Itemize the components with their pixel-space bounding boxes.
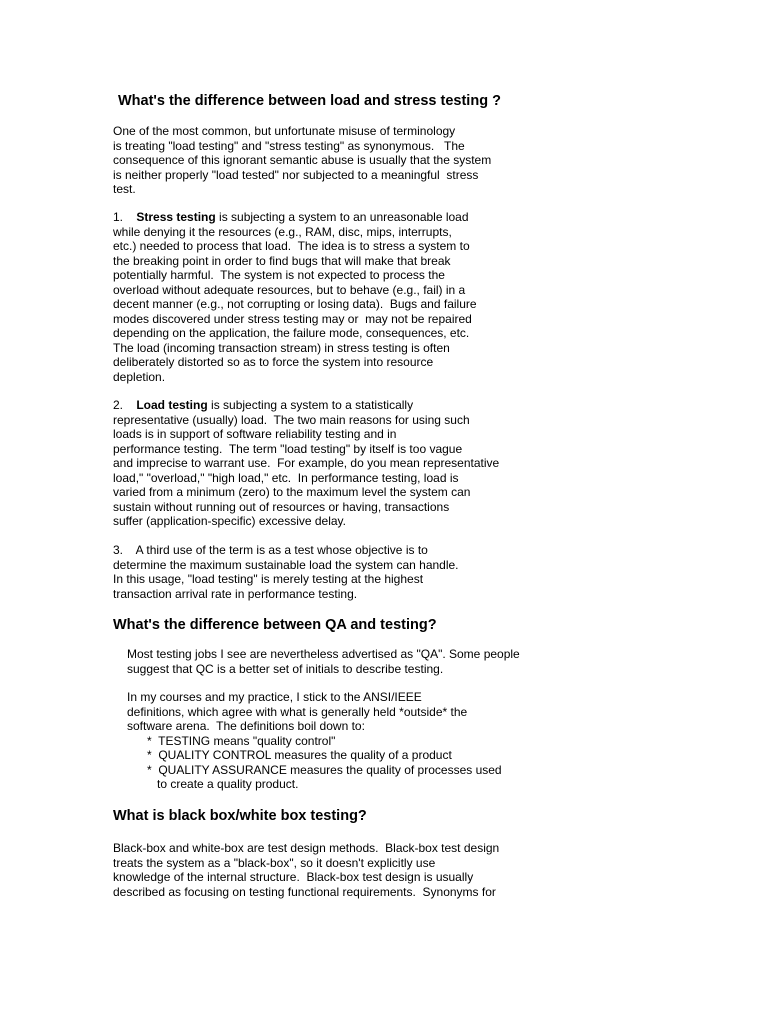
text-span: is subjecting a system to an unreasonable load	[215, 210, 469, 224]
term-load-testing: Load testing	[136, 398, 208, 412]
list-item: to create a quality product.	[127, 777, 299, 791]
paragraph-black-box-design	[113, 841, 499, 899]
text-line: load," "overload," "high load," etc. In performance testing, load is	[113, 470, 459, 485]
heading-black-white-box: What is black box/white box testing?	[113, 808, 367, 824]
term-stress-testing: Stress testing	[136, 210, 216, 224]
text-line: treats the system as a "black-box", so it doesn't explicitly use	[113, 855, 436, 870]
text-line	[113, 210, 477, 225]
text-line: performance testing. The term "load testing" by itself is too vague	[113, 441, 463, 456]
text-line: knowledge of the internal structure. Black-box test design is usually	[113, 870, 474, 884]
list-number: 1.	[113, 210, 137, 224]
text-line: is treating "load testing" and "stress testing" as synonymous. The	[113, 138, 465, 153]
text-line: suffer (application-specific) excessive delay.	[113, 514, 346, 528]
text-line: software arena. The definitions boil down to:	[127, 719, 365, 733]
text-line: suggest that QC is a better set of initials to describe testing.	[127, 661, 444, 676]
text-line: while denying it the resources (e.g., RAM, disc, mips, interrupts,	[113, 224, 452, 239]
paragraph-ansi-definitions	[127, 690, 502, 792]
text-line: sustain without running out of resources or having, transactions	[113, 499, 450, 514]
text-line: and imprecise to warrant use. For example, do you mean representative	[113, 456, 500, 470]
text-line: In my courses and my practice, I stick to the ANSI/IEEE	[127, 690, 422, 704]
list-item: * QUALITY CONTROL measures the quality of a product	[127, 748, 452, 762]
heading-load-vs-stress: What's the difference between load and stress testing ?	[118, 93, 501, 109]
list-item: * QUALITY ASSURANCE measures the quality of processes used	[127, 762, 502, 777]
text-line: definitions, which agree with what is generally held *outside* the	[127, 704, 468, 719]
list-number: 2.	[113, 398, 137, 412]
text-line: overload without adequate resources, but to behave (e.g., fail) in a	[113, 282, 466, 297]
text-line: decent manner (e.g., not corrupting or losing data). Bugs and failure	[113, 297, 477, 311]
text-line: determine the maximum sustainable load the system can handle.	[113, 557, 459, 572]
text-line: test.	[113, 182, 136, 196]
text-line: potentially harmful. The system is not expected to process the	[113, 268, 445, 282]
text-line: consequence of this ignorant semantic abuse is usually that the system	[113, 153, 492, 167]
text-line: transaction arrival rate in performance testing.	[113, 586, 358, 601]
text-line: representative (usually) load. The two main reasons for using such	[113, 412, 470, 427]
text-span: is subjecting a system to a statistically	[207, 398, 414, 412]
text-line: modes discovered under stress testing may or may not be repaired	[113, 311, 472, 326]
paragraph-misuse-terminology	[113, 124, 491, 197]
text-line	[113, 398, 499, 413]
text-line: is neither properly "load tested" nor subjected to a meaningful stress	[113, 167, 479, 182]
text-line: deliberately distorted so as to force the system into resource	[113, 355, 434, 369]
paragraph-load-testing	[113, 398, 499, 529]
list-item: * TESTING means "quality control"	[127, 733, 336, 748]
text-line: In this usage, "load testing" is merely testing at the highest	[113, 572, 424, 586]
text-line: Black-box and white-box are test design methods. Black-box test design	[113, 841, 500, 855]
paragraph-qa-jobs	[127, 647, 520, 676]
text-line: Most testing jobs I see are nevertheless advertised as "QA". Some people	[127, 647, 520, 661]
text-line: etc.) needed to process that load. The idea is to stress a system to	[113, 239, 470, 253]
text-line: The load (incoming transaction stream) in stress testing is often	[113, 340, 450, 355]
paragraph-third-use	[113, 543, 459, 601]
text-line: the breaking point in order to find bugs that will make that break	[113, 253, 451, 268]
text-line: depletion.	[113, 369, 166, 384]
text-line: depending on the application, the failure mode, consequences, etc.	[113, 326, 470, 340]
heading-qa-vs-testing: What's the difference between QA and testing?	[113, 617, 437, 633]
text-line: varied from a minimum (zero) to the maximum level the system can	[113, 485, 471, 499]
text-line: described as focusing on testing functional requirements. Synonyms for	[113, 884, 496, 899]
text-line: loads is in support of software reliability testing and in	[113, 427, 397, 441]
text-line: 3. A third use of the term is as a test whose objective is to	[113, 543, 428, 557]
text-line: One of the most common, but unfortunate misuse of terminology	[113, 124, 456, 138]
paragraph-stress-testing	[113, 210, 477, 384]
